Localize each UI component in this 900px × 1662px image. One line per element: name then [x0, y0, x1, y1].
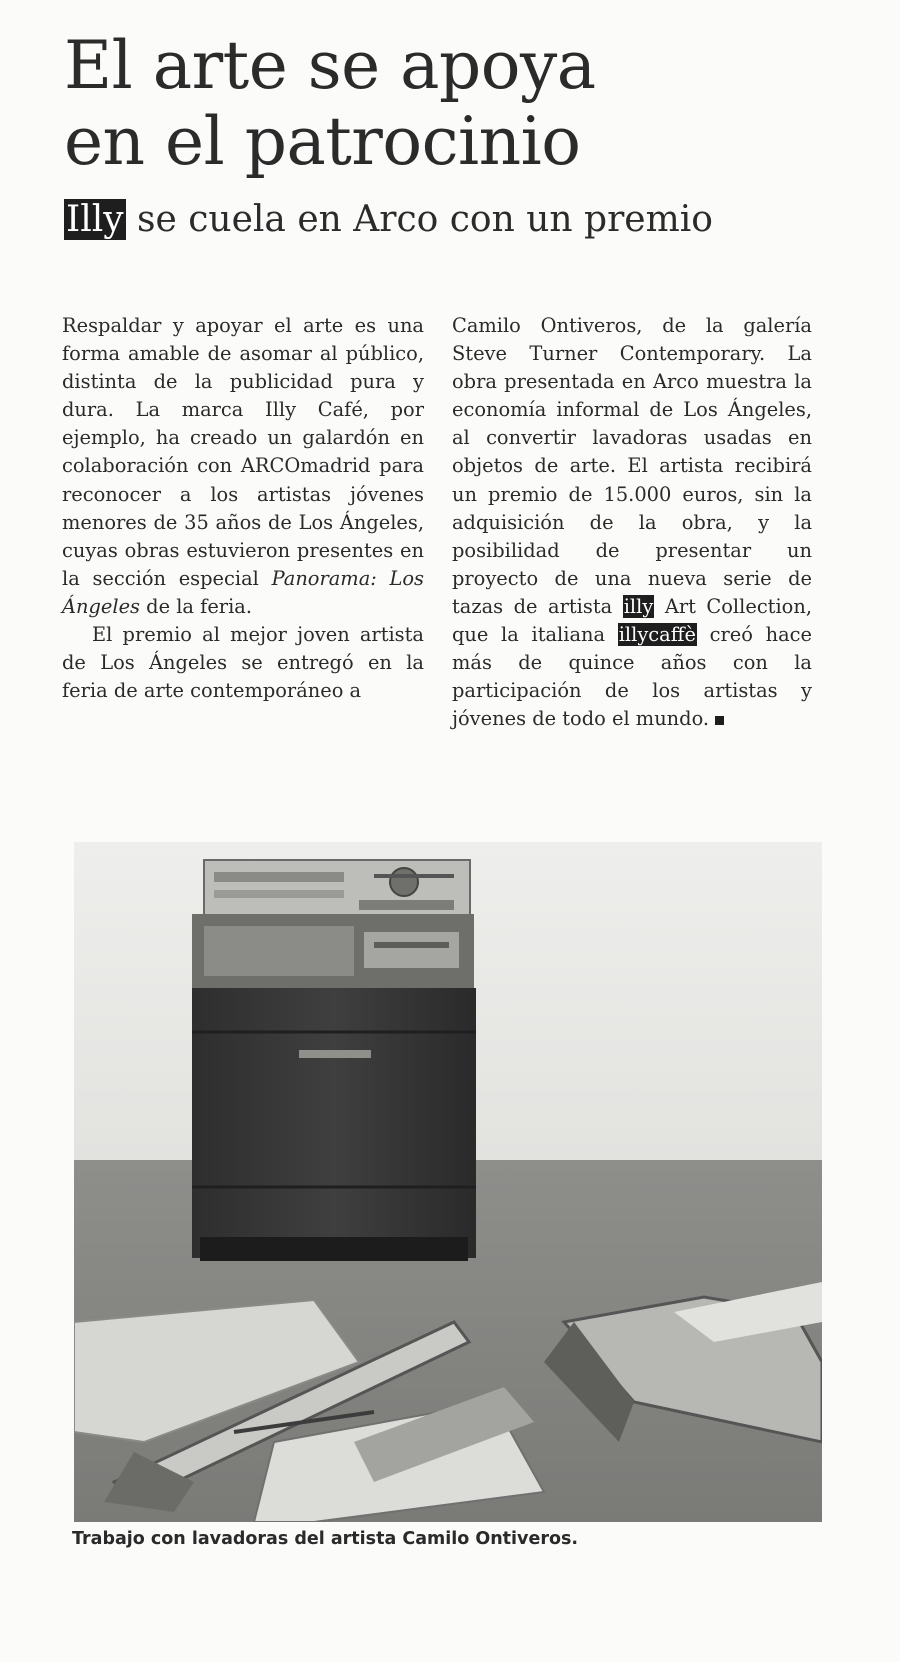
- photo-washing-machine-artwork: [74, 842, 822, 1522]
- subheadline: [64, 196, 864, 244]
- article-column-left: [62, 312, 424, 705]
- article-photo: [74, 842, 822, 1522]
- washing-machine: [192, 860, 476, 1261]
- subhead-text: se cuela en Arco con un premio: [125, 199, 713, 240]
- paragraph-1-text-a: Respaldar y apoyar el arte es una forma amable de asomar al público, distinta de la publicidad pura y dura. La marca Illy Café, por ejemplo, ha creado un galardón en colaboración con ARCOmadrid para reconocer a los artistas jóvenes menores de 35 años de Los Ángeles, cuyas obras estuvieron presentes en la sección especial: [62, 314, 424, 590]
- paragraph-3: [452, 312, 812, 733]
- paragraph-2: El premio al mejor joven artista de Los Ángeles se entregó en la feria de arte contemporáneo a: [62, 623, 424, 703]
- end-of-article-mark: [715, 716, 724, 725]
- paragraph-1-text-b: de la feria.: [140, 594, 253, 618]
- headline: [64, 28, 864, 180]
- brand-highlight-illy: illy: [623, 594, 654, 618]
- headline-line-2: en el patrocinio: [64, 103, 581, 180]
- paragraph-3-text-b: Art Collection, que la italiana: [452, 594, 812, 647]
- paragraph-3-text-a: Camilo Ontiveros, de la galería Steve Turner Contemporary. La obra presentada en Arco muestra la economía informal de Los Ángeles, al convertir lavadoras usadas en objetos de arte. El artista recibirá un premio de 15.000 euros, sin la adquisición de la obra, y la posibilidad de presentar un proyecto de una nueva serie de tazas de artista: [452, 314, 812, 618]
- headline-line-1: El arte se apoya: [64, 27, 596, 104]
- paragraph-3-text-c: creó hace más de quince años con la participación de los artistas y jóvenes de todo el mundo.: [452, 623, 812, 731]
- article-column-right: [452, 312, 812, 733]
- paragraph-1: [62, 312, 424, 621]
- paragraph-1-italic: Panorama: Los Ángeles: [62, 566, 425, 618]
- photo-caption: Trabajo con lavadoras del artista Camilo Ontiveros.: [72, 1529, 579, 1549]
- brand-highlight-illycaffe: illycaffè: [618, 623, 696, 647]
- subhead-brand-highlight: Illy: [66, 199, 124, 240]
